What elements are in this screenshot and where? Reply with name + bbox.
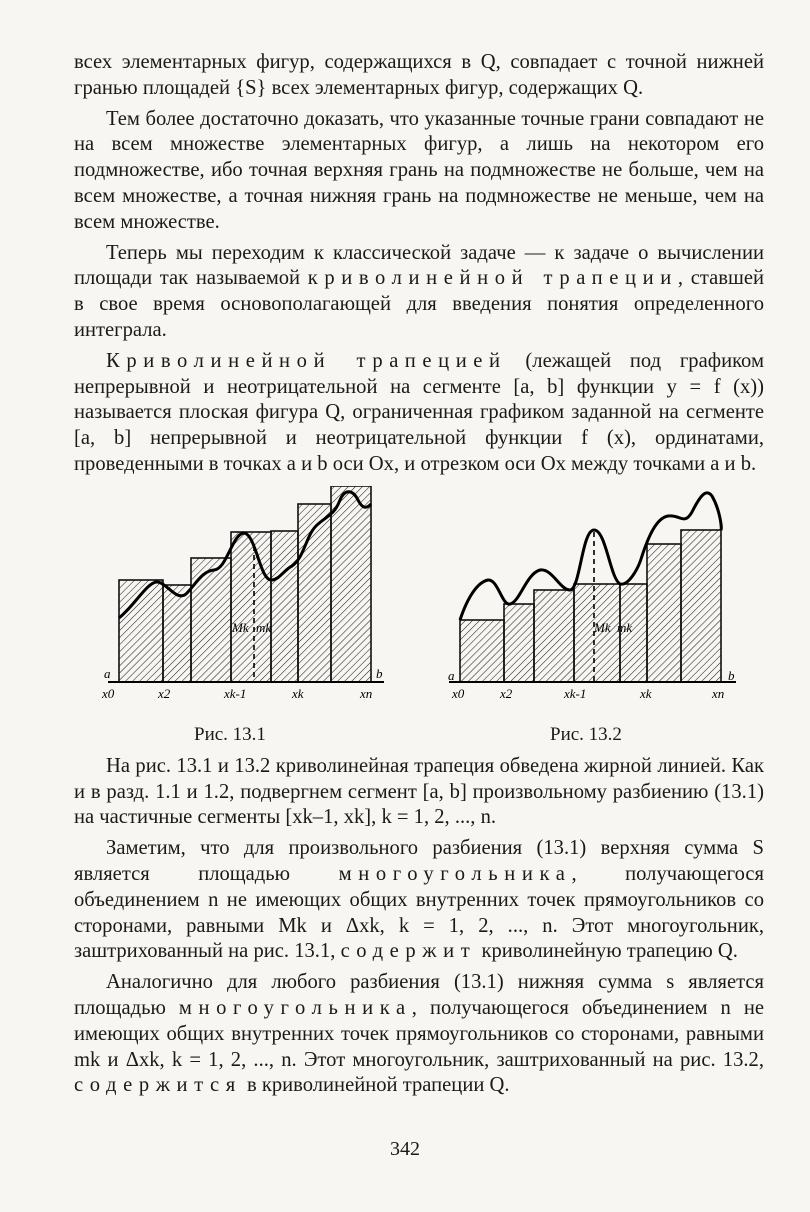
paragraph-5: На рис. 13.1 и 13.2 криволинейная трапеция обведена жирной линией. Как и в разд. 1.1 и 1.2, подвергнем сегмент [a, b] произвольному разбиению (13.1) на частичные сегменты [xk–1, xk], k = 1, 2, ..., n.	[74, 754, 764, 829]
paragraph-1: всех элементарных фигур, содержащихся в Q, совпадает с точной нижней гранью площадей {S} всех элементарных фигур, содержащих Q.	[74, 51, 764, 99]
label-Mk: Mk	[232, 619, 249, 635]
label-b: b	[376, 665, 383, 681]
rectangle	[191, 558, 231, 682]
label-xn: xn	[712, 685, 725, 701]
figure-13-2	[444, 486, 754, 716]
spaced-term: содержит	[340, 940, 477, 963]
spaced-term: содержится	[74, 1074, 242, 1097]
rectangle	[504, 604, 534, 682]
rectangle	[298, 504, 331, 682]
label-a: a	[104, 665, 111, 681]
label-x0: x0	[102, 685, 115, 701]
label-x2: x2	[158, 685, 171, 701]
upper-sum-rectangles	[119, 486, 371, 682]
label-Mk: Mk	[594, 619, 611, 635]
rectangle	[534, 590, 574, 682]
label-x2: x2	[500, 685, 513, 701]
spaced-term-definition: Криволинейной трапецией	[106, 349, 507, 372]
rectangle	[271, 531, 298, 682]
label-b: b	[728, 667, 735, 683]
label-xk: xk	[640, 685, 652, 701]
label-mk: mk	[617, 619, 633, 635]
paragraph-2: Тем более достаточно доказать, что указанные точные грани совпадают не на всем множестве элементарных фигур, а лишь на некотором его подмножестве, ибо точная верхняя грань на подмножестве не больше, чем на всем множестве, а точная нижняя грань на подмножестве не меньше, чем на всем множестве.	[74, 107, 764, 233]
paragraph-6: Заметим, что для произвольного разбиения (13.1) верхняя сумма S является площадью многоугольника, получающегося объединением n не имеющих общих внутренних точек прямоугольников со сторонами, равными Mk и Δxk, k = 1, 2, ..., n. Этот многоугольник, заштрихованный на рис. 13.1, содержит криволинейную трапецию Q.	[74, 837, 764, 963]
label-xn: xn	[360, 685, 373, 701]
caption-13-2: Рис. 13.2	[550, 723, 622, 745]
lower-sum-rectangles	[460, 530, 721, 682]
figures-row	[74, 486, 764, 754]
rectangle	[681, 530, 721, 682]
rectangle	[331, 486, 371, 682]
label-x0: x0	[452, 685, 465, 701]
spaced-term: криволинейной трапеции	[307, 267, 678, 290]
rectangle	[460, 620, 504, 682]
label-xk: xk	[292, 685, 304, 701]
rectangle	[647, 544, 681, 682]
rectangle	[163, 585, 191, 682]
paragraph-3: Теперь мы переходим к классической задаче — к задаче о вычислении площади так называемой криволинейной трапеции, ставшей в свое время основополагающей для введения понятия определенного интеграла.	[74, 241, 764, 341]
label-xk-1: xk-1	[564, 685, 587, 701]
figure-13-1	[94, 486, 394, 716]
paragraph-7: Аналогично для любого разбиения (13.1) нижняя сумма s является площадью многоугольника, получающегося объединением n не имеющих общих внутренних точек прямоугольников со сторонами, равными mk и Δxk, k = 1, 2, ..., n. Этот многоугольник, заштрихованный на рис. 13.2, содержится в криволинейной трапеции Q.	[74, 971, 764, 1097]
rectangle	[231, 532, 271, 682]
spaced-term: многоугольника	[178, 996, 412, 1019]
page-body	[74, 50, 764, 1099]
label-xk-1: xk-1	[224, 685, 247, 701]
caption-13-1: Рис. 13.1	[194, 723, 266, 745]
label-a: a	[448, 667, 455, 683]
paragraph-4: Криволинейной трапецией (лежащей под графиком непрерывной и неотрицательной на сегменте [a, b] функции y = f (x)) называется плоская фигура Q, ограниченная графиком заданной на сегменте [a, b] непрерывной и неотрицательной функции f (x), ординатами, проведенными в точках a и b оси Ox, и отрезком оси Ox между точками a и b.	[74, 349, 764, 475]
spaced-term: многоугольника	[338, 862, 572, 885]
label-mk: mk	[256, 619, 272, 635]
page-number: 342	[390, 1138, 420, 1160]
